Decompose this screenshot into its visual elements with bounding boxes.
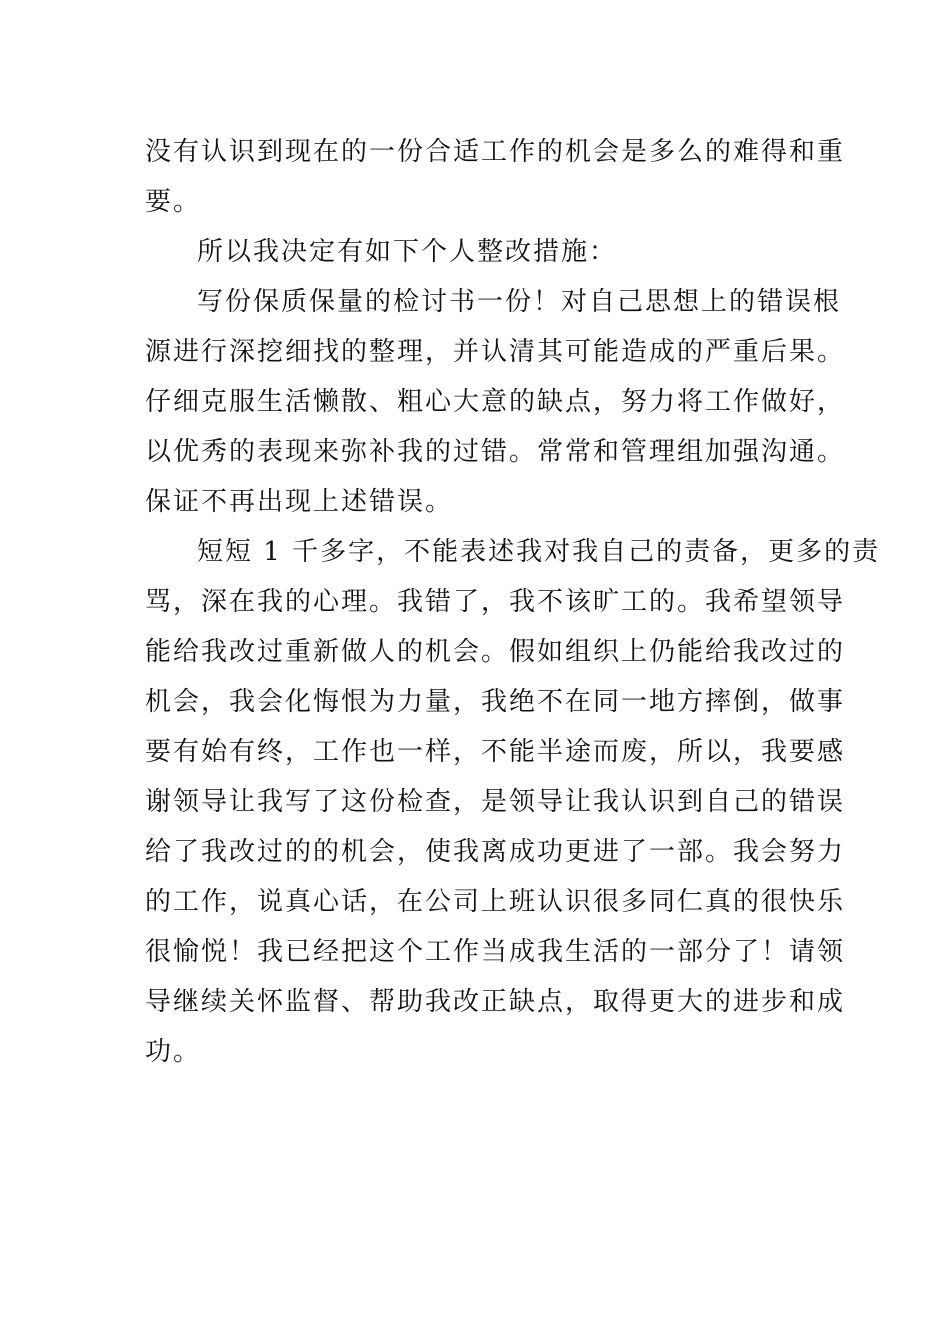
text-line: 仔细克服生活懒散、粗心大意的缺点，努力将工作做好， <box>145 387 846 417</box>
text-line: 导继续关怀监督、帮助我改正缺点，取得更大的进步和成 <box>145 987 846 1017</box>
paragraph-start-line: 短短 1 千多字，不能表述我对我自己的责备，更多的责 <box>197 537 881 567</box>
paragraph-start-line: 写份保质保量的检讨书一份！对自己思想上的错误根 <box>197 287 842 317</box>
text-line: 的工作，说真心话，在公司上班认识很多同仁真的很快乐 <box>145 887 846 917</box>
text-line: 要有始有终，工作也一样，不能半途而废，所以，我要感 <box>145 737 846 767</box>
text-line: 机会，我会化悔恨为力量，我绝不在同一地方摔倒，做事 <box>145 687 846 717</box>
text-line: 没有认识到现在的一份合适工作的机会是多么的难得和重 <box>145 137 846 167</box>
text-line: 很愉悦！我已经把这个工作当成我生活的一部分了！请领 <box>145 937 846 967</box>
text-line: 要。 <box>145 187 202 217</box>
text-line: 能给我改过重新做人的机会。假如组织上仍能给我改过的 <box>145 637 846 667</box>
paragraph-start-line: 所以我决定有如下个人整改措施： <box>197 237 618 267</box>
text-line: 以优秀的表现来弥补我的过错。常常和管理组加强沟通。 <box>145 437 846 467</box>
text-line: 保证不再出现上述错误。 <box>145 487 454 517</box>
text-line: 源进行深挖细找的整理，并认清其可能造成的严重后果。 <box>145 337 846 367</box>
text-line: 功。 <box>145 1037 202 1067</box>
text-line: 骂，深在我的心理。我错了，我不该旷工的。我希望领导 <box>145 587 846 617</box>
text-line: 给了我改过的的机会，使我离成功更进了一部。我会努力 <box>145 837 846 867</box>
text-line: 谢领导让我写了这份检查，是领导让我认识到自己的错误 <box>145 787 846 817</box>
